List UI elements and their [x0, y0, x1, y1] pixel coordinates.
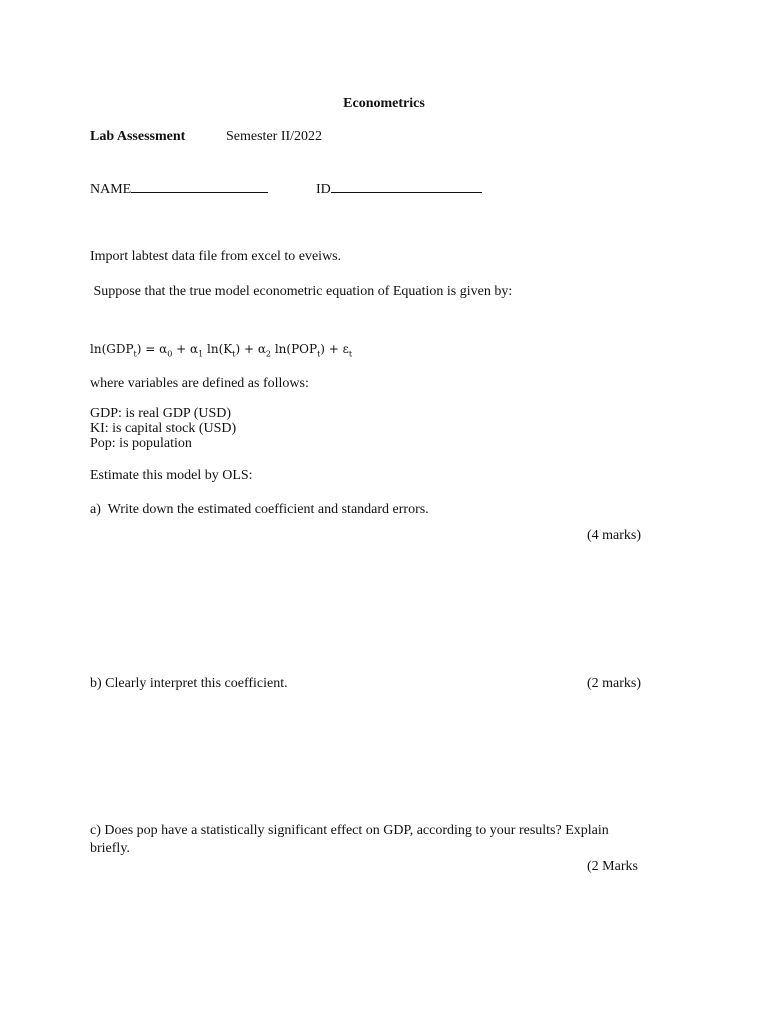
question-a-marks: (4 marks) [587, 528, 642, 543]
question-b-marks: (2 marks) [587, 676, 642, 691]
variable-gdp: GDP: is real GDP (USD) [90, 406, 232, 421]
id-label: ID [316, 182, 331, 197]
eq-lnk: ln(K [203, 342, 233, 356]
eq-plus1: + α [172, 342, 199, 356]
lab-assessment-label: Lab Assessment [90, 129, 186, 144]
eq-plus2: ) + α [235, 342, 266, 356]
eq-sub-2: 2 [265, 349, 272, 359]
eq-plus3: ) + ε [320, 342, 349, 356]
eq-lhs: ln(GDP [90, 342, 134, 356]
model-equation [90, 341, 352, 362]
eq-equals: ) = α [136, 342, 168, 356]
name-field [90, 182, 268, 198]
id-blank-line [331, 192, 482, 193]
variables-intro: where variables are defined as follows: [90, 376, 309, 391]
question-c-marks: (2 Marks [587, 859, 638, 874]
eq-sub-0: 0 [167, 349, 173, 359]
import-instruction: Import labtest data file from excel to eveiws. [90, 249, 342, 264]
estimate-instruction: Estimate this model by OLS: [90, 468, 253, 483]
eq-lnpop: ln(POP [271, 342, 318, 356]
question-c-text-line2: briefly. [90, 841, 130, 856]
question-a-text: a) Write down the estimated coefficient and standard errors. [90, 502, 429, 517]
eq-sub-1: 1 [198, 349, 204, 359]
variable-pop: Pop: is population [90, 436, 192, 451]
suppose-text: Suppose that the true model econometric equation of Equation is given by: [90, 284, 513, 299]
eq-sub-t3: t [317, 349, 321, 359]
name-label: NAME [90, 182, 132, 197]
name-blank-line [131, 192, 268, 193]
id-field [316, 182, 482, 198]
question-b-text: b) Clearly interpret this coefficient. [90, 676, 288, 691]
eq-sub-t1: t [133, 349, 137, 359]
document-title: Econometrics [343, 96, 425, 111]
question-c-text-line1: c) Does pop have a statistically significant effect on GDP, according to your results? Explain [90, 823, 609, 838]
eq-sub-t2: t [232, 349, 236, 359]
variable-ki: KI: is capital stock (USD) [90, 421, 237, 436]
eq-sub-t4: t [348, 349, 353, 359]
semester-label: Semester II/2022 [226, 129, 323, 144]
